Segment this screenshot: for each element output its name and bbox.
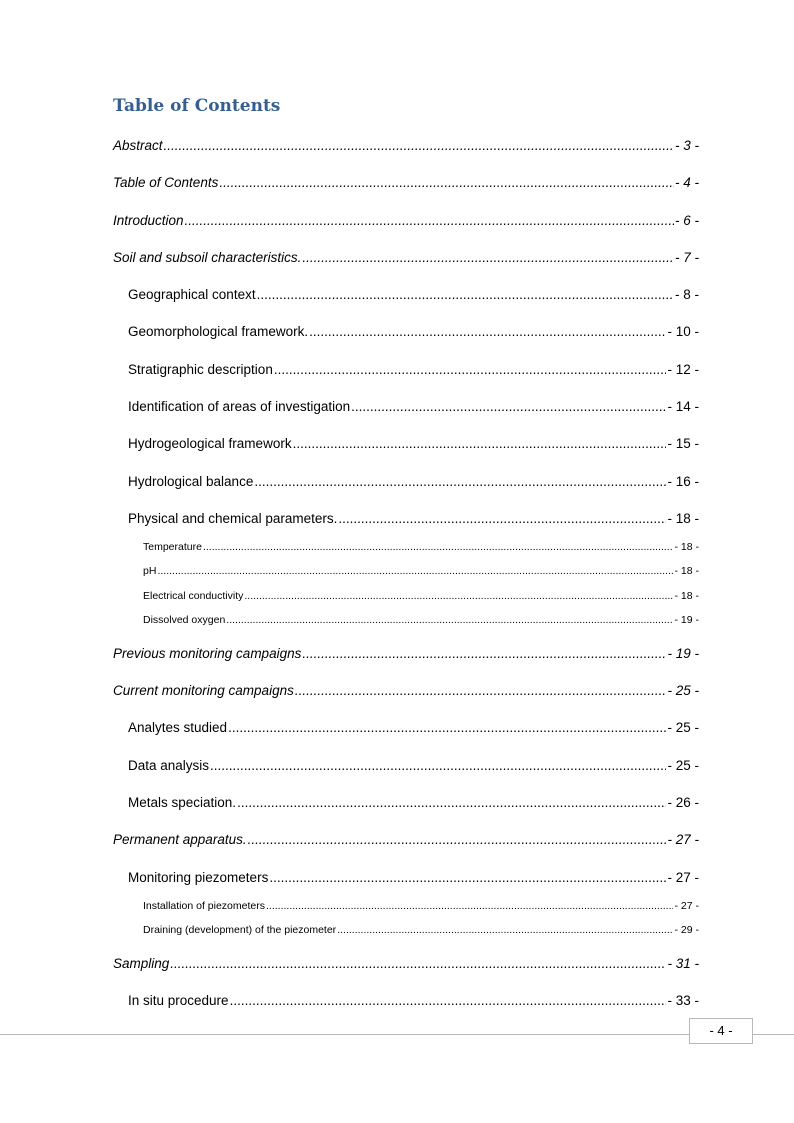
toc-leader-dots: [203, 540, 674, 554]
toc-entry-label: Sampling: [113, 956, 170, 971]
toc-entry-page: - 31 -: [667, 956, 699, 971]
toc-leader-dots: [266, 899, 674, 913]
toc-entry-label: Metals speciation.: [128, 795, 237, 810]
toc-entry-page: - 25 -: [667, 683, 699, 698]
toc-entry-page: - 29 -: [674, 924, 699, 936]
toc-entry-label: Draining (development) of the piezometer: [143, 924, 337, 936]
toc-entry-abstract[interactable]: [113, 137, 699, 155]
toc-entry-label: Geomorphological framework.: [128, 324, 309, 339]
toc-leader-dots: [230, 992, 667, 1010]
toc-entry-page: - 18 -: [674, 590, 699, 602]
toc-entry-stratigraphic-description[interactable]: [128, 361, 699, 379]
toc-leader-dots: [309, 323, 666, 341]
toc-entry-label: Previous monitoring campaigns: [113, 646, 302, 661]
toc-entry-dissolved-oxygen[interactable]: [143, 613, 699, 627]
toc-leader-dots: [185, 212, 674, 230]
toc-entry-page: - 7 -: [674, 250, 699, 265]
toc-leader-dots: [274, 361, 667, 379]
toc-entry-physical-chemical-parameters[interactable]: [128, 510, 699, 528]
toc-entry-label: Identification of areas of investigation: [128, 399, 351, 414]
toc-entry-page: - 25 -: [667, 720, 699, 735]
toc-entry-hydrological-balance[interactable]: [128, 473, 699, 491]
toc-entry-page: - 25 -: [667, 758, 699, 773]
toc-entry-label: In situ procedure: [128, 993, 229, 1008]
toc-leader-dots: [257, 286, 674, 304]
toc-entry-sampling[interactable]: [113, 955, 699, 973]
toc-entry-installation-piezometers[interactable]: [143, 899, 699, 913]
toc-leader-dots: [170, 955, 666, 973]
toc-entry-page: - 3 -: [674, 138, 699, 153]
toc-entry-label: Temperature: [143, 541, 202, 553]
toc-entry-page: - 12 -: [667, 362, 699, 377]
toc-entry-page: - 14 -: [667, 399, 699, 414]
toc-entry-page: - 19 -: [667, 646, 699, 661]
toc-entry-table-of-contents[interactable]: [113, 174, 699, 192]
toc-entry-label: Stratigraphic description: [128, 362, 273, 377]
toc-entry-previous-monitoring[interactable]: [113, 645, 699, 663]
toc-entry-page: - 18 -: [667, 511, 699, 526]
footer-page-number: - 4 -: [689, 1018, 753, 1044]
toc-entry-label: Soil and subsoil characteristics.: [113, 250, 302, 265]
footer-divider: [0, 1034, 794, 1035]
toc-leader-dots: [302, 645, 666, 663]
toc-leader-dots: [351, 398, 666, 416]
toc-entry-current-monitoring[interactable]: [113, 682, 699, 700]
toc-entry-data-analysis[interactable]: [128, 757, 699, 775]
toc-leader-dots: [226, 613, 673, 627]
toc-leader-dots: [164, 137, 674, 155]
toc-title: Table of Contents: [113, 96, 281, 116]
toc-entry-label: Installation of piezometers: [143, 900, 265, 912]
toc-leader-dots: [210, 757, 666, 775]
toc-entry-label: Current monitoring campaigns: [113, 683, 294, 698]
toc-entry-page: - 4 -: [674, 175, 699, 190]
toc-entry-label: pH: [143, 565, 157, 577]
toc-entry-temperature[interactable]: [143, 540, 699, 554]
toc-entry-in-situ-procedure[interactable]: [128, 992, 699, 1010]
toc-entry-page: - 19 -: [674, 614, 699, 626]
toc-leader-dots: [157, 564, 673, 578]
toc-entry-monitoring-piezometers[interactable]: [128, 869, 699, 887]
toc-entry-label: Introduction: [113, 213, 184, 228]
toc-leader-dots: [244, 589, 673, 603]
toc-entry-areas-of-investigation[interactable]: [128, 398, 699, 416]
toc-leader-dots: [295, 682, 667, 700]
toc-entry-page: - 10 -: [667, 324, 699, 339]
toc-entry-introduction[interactable]: [113, 212, 699, 230]
toc-entry-geomorphological-framework[interactable]: [128, 323, 699, 341]
toc-entry-page: - 18 -: [674, 541, 699, 553]
toc-leader-dots: [293, 435, 667, 453]
toc-entry-page: - 15 -: [667, 436, 699, 451]
toc-entry-soil-subsoil[interactable]: [113, 249, 699, 267]
toc-leader-dots: [237, 794, 666, 812]
toc-entry-page: - 26 -: [667, 795, 699, 810]
toc-entry-label: Physical and chemical parameters.: [128, 511, 338, 526]
toc-entry-permanent-apparatus[interactable]: [113, 831, 699, 849]
toc-leader-dots: [254, 473, 666, 491]
toc-leader-dots: [338, 510, 666, 528]
toc-entry-page: - 33 -: [667, 993, 699, 1008]
toc-leader-dots: [337, 923, 673, 937]
toc-entry-label: Hydrological balance: [128, 474, 254, 489]
toc-entry-page: - 27 -: [674, 900, 699, 912]
toc-entry-hydrogeological-framework[interactable]: [128, 435, 699, 453]
toc-leader-dots: [219, 174, 674, 192]
toc-entry-page: - 8 -: [674, 287, 699, 302]
toc-entry-ph[interactable]: [143, 564, 699, 578]
toc-entry-page: - 16 -: [667, 474, 699, 489]
toc-entry-metals-speciation[interactable]: [128, 794, 699, 812]
toc-entry-electrical-conductivity[interactable]: [143, 589, 699, 603]
toc-entry-label: Electrical conductivity: [143, 590, 244, 602]
toc-entry-label: Hydrogeological framework: [128, 436, 292, 451]
toc-entry-page: - 27 -: [667, 832, 699, 847]
toc-entry-label: Monitoring piezometers: [128, 870, 269, 885]
toc-entry-draining-piezometer[interactable]: [143, 923, 699, 937]
toc-leader-dots: [248, 831, 667, 849]
toc-entry-analytes-studied[interactable]: [128, 719, 699, 737]
toc-entry-page: - 27 -: [667, 870, 699, 885]
toc-entry-label: Data analysis: [128, 758, 210, 773]
toc-entry-page: - 6 -: [674, 213, 699, 228]
toc-entry-label: Abstract: [113, 138, 163, 153]
toc-entry-page: - 18 -: [674, 565, 699, 577]
toc-leader-dots: [302, 249, 674, 267]
toc-leader-dots: [269, 869, 666, 887]
toc-entry-label: Analytes studied: [128, 720, 228, 735]
toc-entry-label: Permanent apparatus.: [113, 832, 247, 847]
toc-entry-label: Dissolved oxygen: [143, 614, 226, 626]
toc-entry-label: Geographical context: [128, 287, 256, 302]
toc-entry-geographical-context[interactable]: [128, 286, 699, 304]
toc-entry-label: Table of Contents: [113, 175, 219, 190]
toc-leader-dots: [228, 719, 666, 737]
